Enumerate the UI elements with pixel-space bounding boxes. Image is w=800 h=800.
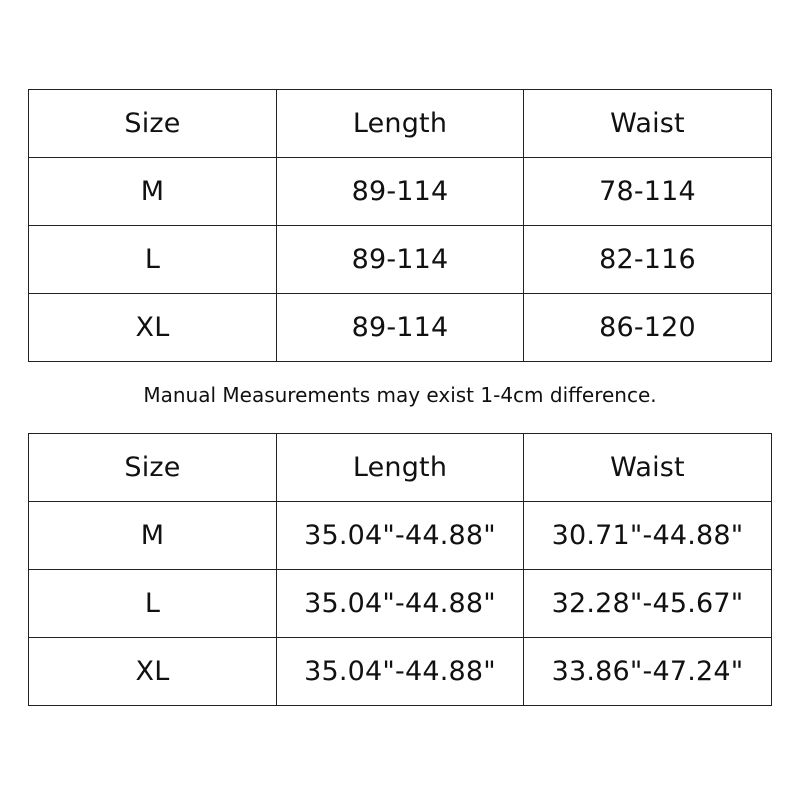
header-length: Length — [277, 434, 524, 502]
size-table-cm — [28, 89, 772, 362]
length-cell: 35.04"-44.88" — [277, 638, 524, 706]
waist-cell: 78-114 — [524, 158, 772, 226]
table-row — [29, 226, 772, 294]
size-table-inch — [28, 433, 772, 706]
length-cell: 89-114 — [277, 226, 524, 294]
length-cell: 89-114 — [277, 158, 524, 226]
measurement-note: Manual Measurements may exist 1-4cm difference. — [143, 383, 657, 407]
waist-cell: 82-116 — [524, 226, 772, 294]
waist-cell: 86-120 — [524, 294, 772, 362]
table-row — [29, 294, 772, 362]
header-size: Size — [29, 434, 277, 502]
table-row — [29, 638, 772, 706]
size-cell: M — [29, 158, 277, 226]
table-header-row — [29, 90, 772, 158]
table-row — [29, 570, 772, 638]
table-row — [29, 502, 772, 570]
table-row — [29, 158, 772, 226]
length-cell: 89-114 — [277, 294, 524, 362]
table-header-row — [29, 434, 772, 502]
header-waist: Waist — [524, 434, 772, 502]
length-cell: 35.04"-44.88" — [277, 570, 524, 638]
header-size: Size — [29, 90, 277, 158]
length-cell: 35.04"-44.88" — [277, 502, 524, 570]
size-cell: XL — [29, 638, 277, 706]
size-cell: L — [29, 570, 277, 638]
size-cell: M — [29, 502, 277, 570]
size-cell: L — [29, 226, 277, 294]
waist-cell: 33.86"-47.24" — [524, 638, 772, 706]
header-length: Length — [277, 90, 524, 158]
waist-cell: 32.28"-45.67" — [524, 570, 772, 638]
waist-cell: 30.71"-44.88" — [524, 502, 772, 570]
size-cell: XL — [29, 294, 277, 362]
header-waist: Waist — [524, 90, 772, 158]
